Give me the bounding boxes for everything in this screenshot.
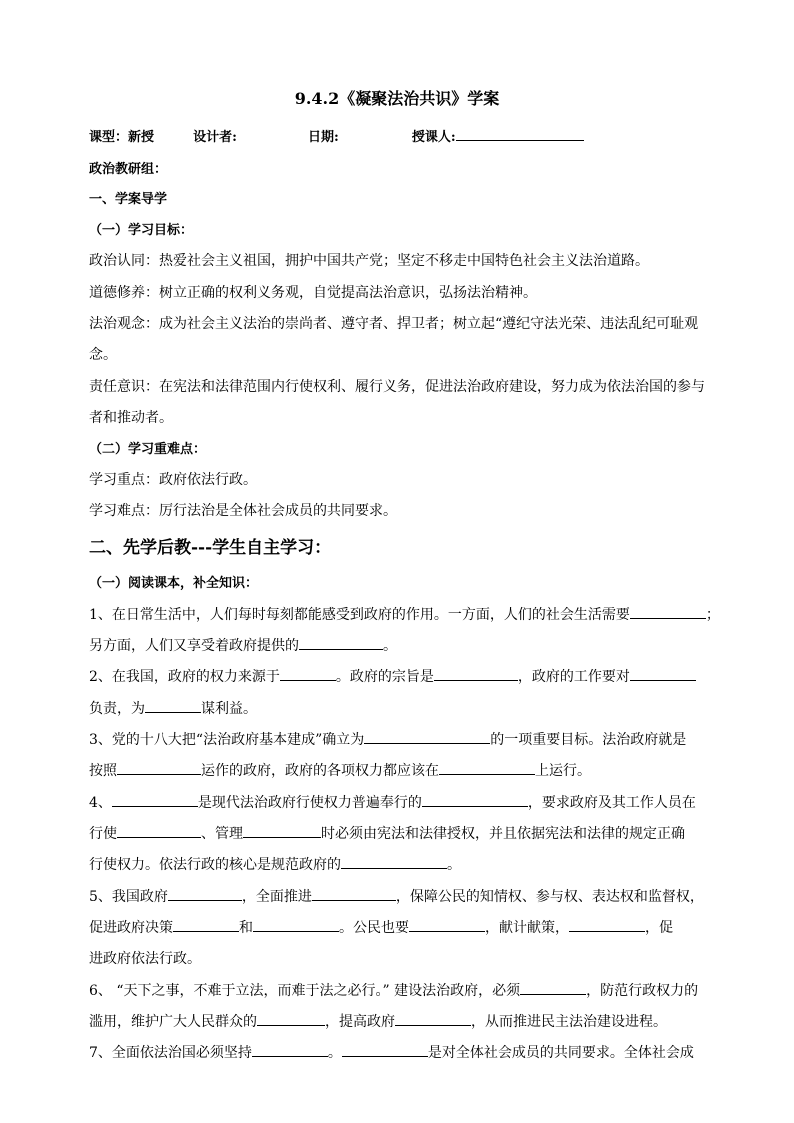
answer-blank[interactable] bbox=[253, 917, 339, 932]
question-7-line1: 7、全面依法治国必须坚持 。 是对全体社会成员的共同要求。全体社会成 bbox=[89, 1042, 704, 1062]
designer-label: 设计者: bbox=[193, 130, 237, 145]
section2-heading: 二、先学后教---学生自主学习： bbox=[89, 538, 332, 558]
answer-blank[interactable] bbox=[312, 886, 396, 901]
course-type: 课型：新授 bbox=[89, 130, 155, 145]
answer-blank[interactable] bbox=[145, 698, 201, 713]
answer-blank[interactable] bbox=[173, 917, 239, 932]
date-label: 日期: bbox=[307, 130, 339, 145]
goal-responsibility-line2: 者和推动者。 bbox=[89, 410, 173, 426]
question-5-line2: 促进政府决策 和 。公民也要 ，献计献策， ，促 bbox=[89, 917, 704, 937]
question-1-line1: 1、在日常生活中，人们每时每刻都能感受到政府的作用。一方面，人们的社会生活需要 ； bbox=[89, 604, 704, 624]
question-1-line2: 另方面，人们又享受着政府提供的 。 bbox=[89, 635, 704, 655]
answer-blank[interactable] bbox=[257, 1011, 325, 1026]
question-3-line2: 按照 运作的政府，政府的各项权力都应该在 上运行。 bbox=[89, 760, 704, 780]
question-2-line1: 2、在我国，政府的权力来源于 。政府的宗旨是 ，政府的工作要对 bbox=[89, 666, 704, 686]
answer-blank[interactable] bbox=[434, 666, 518, 681]
teacher-label: 授课人: bbox=[411, 130, 456, 145]
goal-political: 政治认同：热爱社会主义祖国，拥护中国共产党；坚定不移走中国特色社会主义法治道路。 bbox=[89, 253, 649, 269]
question-4-line3: 行使权力。依法行政的核心是规范政府的 。 bbox=[89, 854, 704, 874]
answer-blank[interactable] bbox=[409, 917, 485, 932]
answer-blank[interactable] bbox=[422, 792, 528, 807]
question-4-line1: 4、 是现代法治政府行使权力普遍奉行的 ，要求政府及其工作人员在 bbox=[89, 792, 704, 812]
answer-blank[interactable] bbox=[168, 886, 242, 901]
answer-blank[interactable] bbox=[395, 1011, 471, 1026]
answer-blank[interactable] bbox=[299, 635, 383, 650]
answer-blank[interactable] bbox=[112, 792, 198, 807]
section1-heading: 一、学案导学 bbox=[89, 192, 168, 207]
objectives-subheading: （一）学习目标： bbox=[89, 223, 194, 238]
key-points-subheading: （二）学习重难点： bbox=[89, 442, 207, 457]
answer-blank[interactable] bbox=[520, 980, 586, 995]
answer-blank[interactable] bbox=[342, 1042, 428, 1057]
answer-blank[interactable] bbox=[252, 1042, 328, 1057]
question-4-line2: 行使 、管理 时必须由宪法和法律授权，并且依据宪法和法律的规定正确 bbox=[89, 823, 704, 843]
answer-blank[interactable] bbox=[117, 760, 201, 775]
teacher-blank bbox=[456, 126, 584, 141]
meta-row bbox=[89, 126, 704, 145]
answer-blank[interactable] bbox=[439, 760, 535, 775]
difficult-point: 学习难点：厉行法治是全体社会成员的共同要求。 bbox=[89, 503, 397, 519]
answer-blank[interactable] bbox=[280, 666, 336, 681]
document-title: 9.4.2《凝聚法治共识》学案 bbox=[294, 89, 500, 108]
question-2-line2: 负责，为 谋利益。 bbox=[89, 698, 704, 718]
answer-blank[interactable] bbox=[569, 917, 645, 932]
key-point: 学习重点：政府依法行政。 bbox=[89, 472, 257, 488]
answer-blank[interactable] bbox=[117, 823, 201, 838]
goal-responsibility-line1: 责任意识：在宪法和法律范围内行使权利、履行义务，促进法治政府建设，努力成为依法治国的参与 bbox=[89, 379, 705, 395]
reading-subheading: （一）阅读课本，补全知识： bbox=[89, 576, 259, 591]
answer-blank[interactable] bbox=[364, 729, 490, 744]
question-6-line1: 6、 “天下之事，不难于立法，而难于法之必行。” 建设法治政府，必须 ，防范行政权力的 bbox=[89, 980, 704, 1000]
answer-blank[interactable] bbox=[341, 854, 447, 869]
goal-moral: 道德修养：树立正确的权利义务观，自觉提高法治意识，弘扬法治精神。 bbox=[89, 285, 537, 301]
group-label: 政治教研组： bbox=[89, 162, 168, 177]
question-5-line3: 进政府依法行政。 bbox=[89, 951, 201, 967]
answer-blank[interactable] bbox=[630, 666, 696, 681]
question-5-line1: 5、我国政府 ，全面推进 ，保障公民的知情权、参与权、表达权和监督权， bbox=[89, 886, 704, 906]
goal-legal-line2: 念。 bbox=[89, 347, 117, 363]
goal-legal-line1: 法治观念：成为社会主义法治的崇尚者、遵守者、捍卫者；树立起“遵纪守法光荣、违法乱纪可耻观 bbox=[89, 316, 699, 332]
answer-blank[interactable] bbox=[630, 604, 706, 619]
answer-blank[interactable] bbox=[243, 823, 321, 838]
question-3-line1: 3、党的十八大把“法治政府基本建成”确立为 的一项重要目标。法治政府就是 bbox=[89, 729, 704, 749]
question-6-line2: 滥用，维护广大人民群众的 ，提高政府 ，从而推进民主法治建设进程。 bbox=[89, 1011, 704, 1031]
